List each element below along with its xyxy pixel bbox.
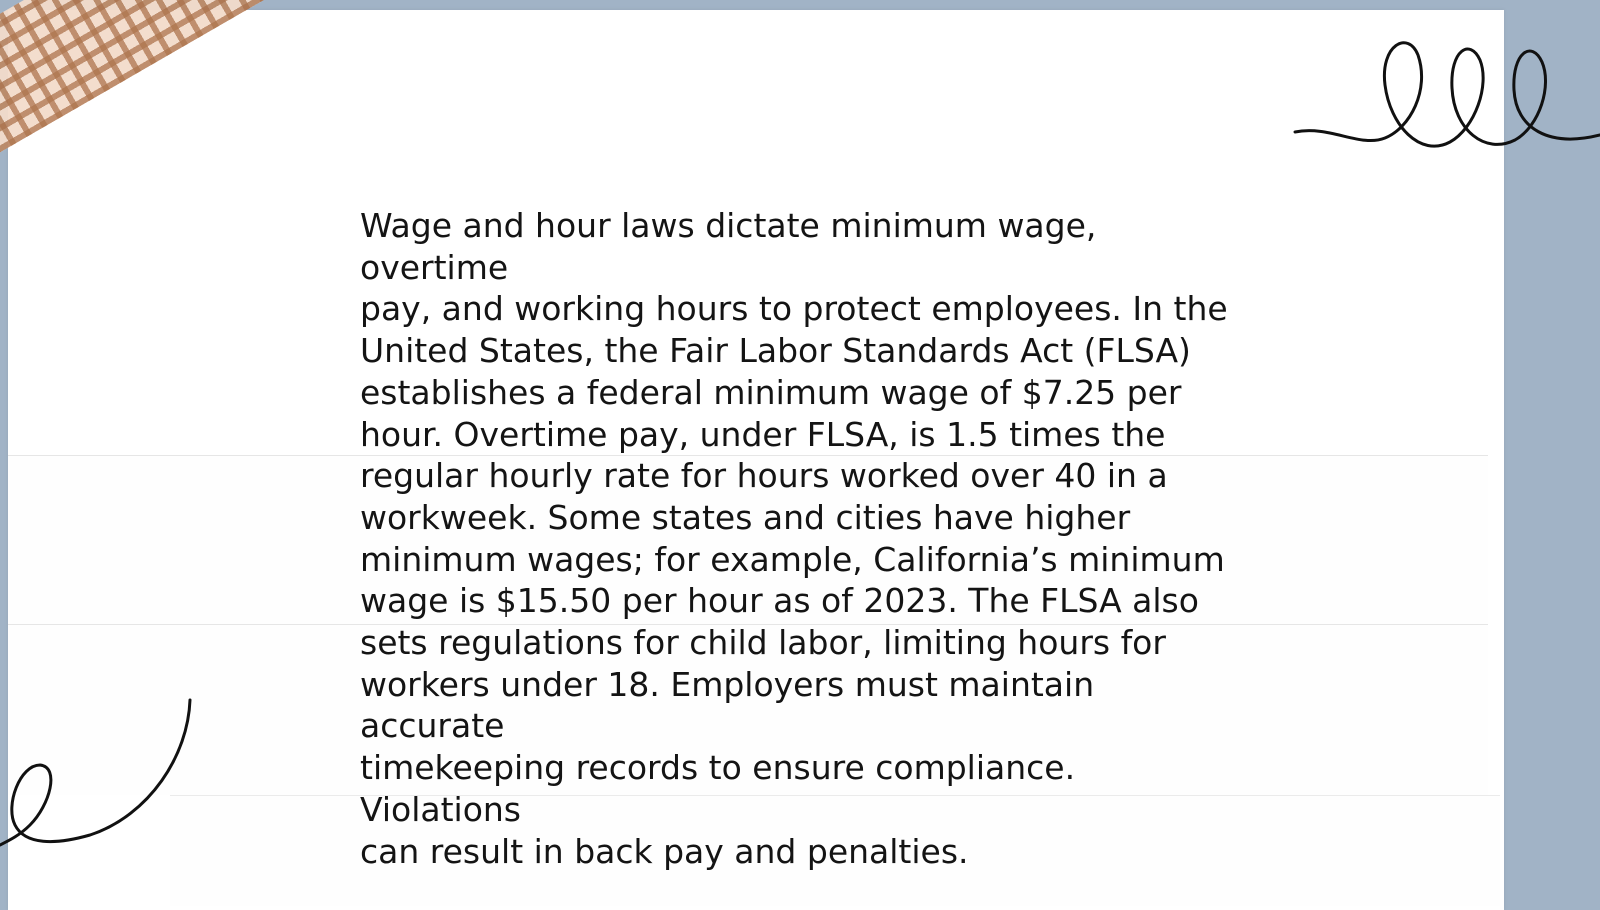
- body-paragraph: Wage and hour laws dictate minimum wage, overtime pay, and working hours to protect employees. In the United States, the Fair Labor Standards Act (FLSA) establishes a federal minimum wage of $7.25 per hour. Overtime pay, under FLSA, is 1.5 times the regular hourly rate for hours worked over 40 in a workweek. Some states and cities have higher minimum wages; for example, California’s minimum wage is $15.50 per hour as of 2023. The FLSA also sets regulations for child labor, limiting hours for workers under 18. Employers must maintain accurate timekeeping records to ensure compliance. Violations can result in back pay and penalties.: [360, 206, 1228, 871]
- swirl-squiggle-icon: [0, 695, 200, 850]
- loop-squiggle-icon: [1290, 30, 1600, 170]
- gingham-tape: [0, 0, 520, 164]
